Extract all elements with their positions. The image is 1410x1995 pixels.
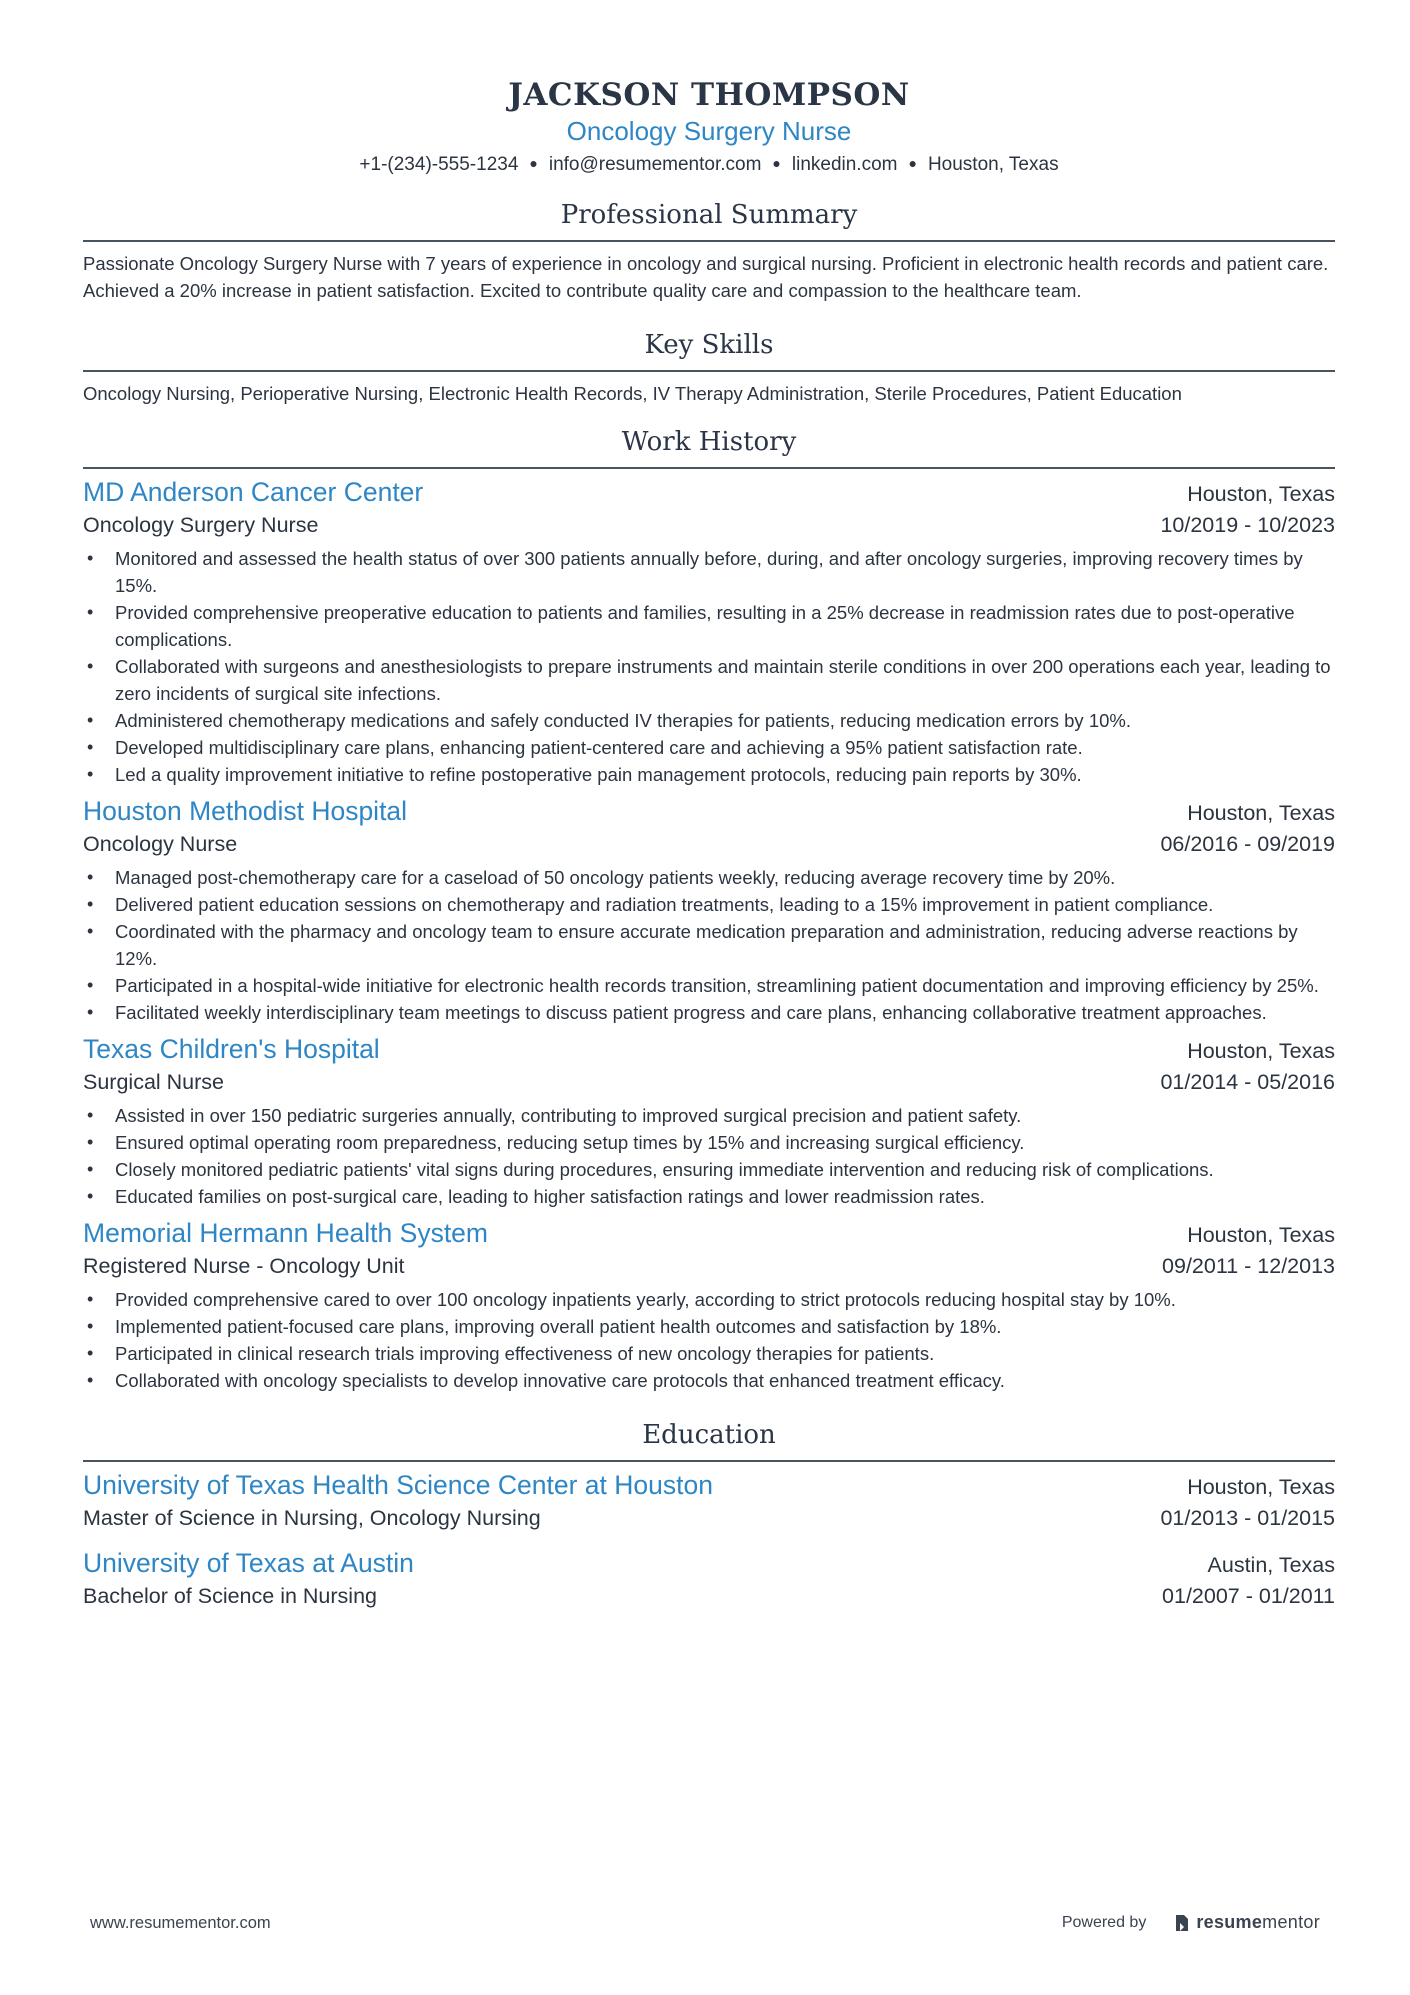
candidate-title: Oncology Surgery Nurse xyxy=(566,116,852,146)
list-item: • Participated in a hospital-wide initiative for electronic health records transition, streamlining patient documentation and improving efficiency by 25%. xyxy=(83,972,1335,999)
skills-text: Oncology Nursing, Perioperative Nursing, Electronic Health Records, IV Therapy Administration, Sterile Procedures, Patient Education xyxy=(83,383,1182,404)
contact-line xyxy=(83,150,1335,178)
job-dates: 06/2016 - 09/2019 xyxy=(1160,832,1335,856)
job-employer: Houston Methodist Hospital xyxy=(83,796,408,826)
resume-header xyxy=(83,0,1335,178)
list-item: • Assisted in over 150 pediatric surgeries annually, contributing to improved surgical precision and patient safety. xyxy=(83,1102,1335,1129)
list-item: • Coordinated with the pharmacy and oncology team to ensure accurate medication preparation and administration, reducing adverse reactions by 12%. xyxy=(83,918,1335,972)
brand-name[interactable] xyxy=(1196,1912,1320,1933)
degree: Bachelor of Science in Nursing xyxy=(83,1584,377,1608)
job-entry xyxy=(83,475,1335,788)
list-item: • Delivered patient education sessions on chemotherapy and radiation treatments, leading to a 15% improvement in patient compliance. xyxy=(83,891,1335,918)
job-role: Oncology Surgery Nurse xyxy=(83,513,319,537)
powered-by-label: Powered by xyxy=(1061,1913,1147,1931)
section-divider xyxy=(83,467,1335,469)
section-divider xyxy=(83,370,1335,372)
list-item: • Managed post-chemotherapy care for a caseload of 50 oncology patients weekly, reducing average recovery time by 20%. xyxy=(83,864,1335,891)
list-item: • Closely monitored pediatric patients' vital signs during procedures, ensuring immediate intervention and reducing risk of complications. xyxy=(83,1156,1335,1183)
page-footer xyxy=(0,1910,1410,1940)
list-item: • Collaborated with oncology specialists to develop innovative care protocols that enhanced treatment efficacy. xyxy=(83,1367,1335,1394)
job-dates: 01/2014 - 05/2016 xyxy=(1160,1070,1335,1094)
resume-page xyxy=(83,0,1335,1612)
separator-dot: ● xyxy=(529,155,538,171)
job-dates: 10/2019 - 10/2023 xyxy=(1160,513,1335,537)
summary-section xyxy=(83,198,1335,304)
job-bullets xyxy=(83,864,1335,1026)
job-bullets xyxy=(83,545,1335,788)
footer-branding xyxy=(1062,1912,1320,1933)
job-entry xyxy=(83,1216,1335,1394)
job-location: Houston, Texas xyxy=(1187,801,1335,825)
job-role: Registered Nurse - Oncology Unit xyxy=(83,1254,405,1278)
list-item: • Ensured optimal operating room preparedness, reducing setup times by 15% and increasing surgical efficiency. xyxy=(83,1129,1335,1156)
education-dates: 01/2013 - 01/2015 xyxy=(1160,1506,1335,1530)
contact-phone: +1-(234)-555-1234 xyxy=(359,154,519,175)
job-role: Oncology Nurse xyxy=(83,832,238,856)
education-section xyxy=(83,1418,1335,1612)
work-section xyxy=(83,425,1335,1394)
job-entry xyxy=(83,794,1335,1026)
list-item: • Monitored and assessed the health status of over 300 patients annually before, during, and after oncology surgeries, improving recovery times by 15%. xyxy=(83,545,1335,599)
list-item: • Educated families on post-surgical care, leading to higher satisfaction ratings and lower readmission rates. xyxy=(83,1183,1335,1210)
job-bullets xyxy=(83,1286,1335,1394)
job-dates: 09/2011 - 12/2013 xyxy=(1162,1254,1335,1278)
list-item: • Provided comprehensive cared to over 100 oncology inpatients yearly, according to strict protocols reducing hospital stay by 10%. xyxy=(83,1286,1335,1313)
brand-light: mentor xyxy=(1262,1912,1320,1932)
candidate-name: JACKSON THOMPSON xyxy=(508,77,910,113)
separator-dot: ● xyxy=(772,155,781,171)
summary-heading: Professional Summary xyxy=(560,200,858,230)
job-employer: Texas Children's Hospital xyxy=(83,1034,380,1064)
work-heading: Work History xyxy=(621,427,797,457)
list-item: • Provided comprehensive preoperative education to patients and families, resulting in a 25% decrease in readmission rates due to post-operative complications. xyxy=(83,599,1335,653)
list-item: • Collaborated with surgeons and anesthesiologists to prepare instruments and maintain sterile conditions in over 200 operations each year, leading to zero incidents of surgical site infections. xyxy=(83,653,1335,707)
job-employer: Memorial Hermann Health System xyxy=(83,1218,488,1248)
resumementor-logo-icon xyxy=(1174,1913,1190,1933)
footer-website[interactable]: www.resumementor.com xyxy=(90,1914,271,1932)
brand-bold: resume xyxy=(1196,1912,1263,1932)
school-location: Austin, Texas xyxy=(1207,1553,1335,1577)
school-name: University of Texas at Austin xyxy=(83,1548,414,1578)
education-dates: 01/2007 - 01/2011 xyxy=(1162,1584,1335,1608)
job-location: Houston, Texas xyxy=(1187,1223,1335,1247)
degree: Master of Science in Nursing, Oncology Nursing xyxy=(83,1506,541,1530)
job-entry xyxy=(83,1032,1335,1210)
skills-section xyxy=(83,328,1335,407)
list-item: • Participated in clinical research trials improving effectiveness of new oncology therapies for patients. xyxy=(83,1340,1335,1367)
job-role: Surgical Nurse xyxy=(83,1070,224,1094)
contact-linkedin[interactable]: linkedin.com xyxy=(791,154,898,175)
school-name: University of Texas Health Science Center at Houston xyxy=(83,1470,713,1500)
education-heading: Education xyxy=(642,1420,776,1450)
job-location: Houston, Texas xyxy=(1187,482,1335,506)
job-location: Houston, Texas xyxy=(1187,1039,1335,1063)
list-item: • Facilitated weekly interdisciplinary team meetings to discuss patient progress and care plans, enhancing collaborative treatment approaches. xyxy=(83,999,1335,1026)
separator-dot: ● xyxy=(908,155,917,171)
section-divider xyxy=(83,240,1335,242)
school-location: Houston, Texas xyxy=(1187,1475,1335,1499)
education-entry xyxy=(83,1546,1335,1612)
job-bullets xyxy=(83,1102,1335,1210)
skills-heading: Key Skills xyxy=(644,330,774,360)
section-divider xyxy=(83,1460,1335,1462)
list-item: • Developed multidisciplinary care plans, enhancing patient-centered care and achieving a 95% patient satisfaction rate. xyxy=(83,734,1335,761)
list-item: • Administered chemotherapy medications and safely conducted IV therapies for patients, reducing medication errors by 10%. xyxy=(83,707,1335,734)
contact-location: Houston, Texas xyxy=(927,154,1059,175)
contact-email[interactable]: info@resumementor.com xyxy=(548,154,762,175)
summary-text: Passionate Oncology Surgery Nurse with 7 years of experience in oncology and surgical nursing. Proficient in electronic health records and patient care. Achieved a 20% increase in patient satisfaction. Excited to contribute quality care and compassion to the healthcare team. xyxy=(83,253,1329,301)
list-item: • Led a quality improvement initiative to refine postoperative pain management protocols, reducing pain reports by 30%. xyxy=(83,761,1335,788)
list-item: • Implemented patient-focused care plans, improving overall patient health outcomes and satisfaction by 18%. xyxy=(83,1313,1335,1340)
job-employer: MD Anderson Cancer Center xyxy=(83,477,424,507)
education-entry xyxy=(83,1468,1335,1534)
